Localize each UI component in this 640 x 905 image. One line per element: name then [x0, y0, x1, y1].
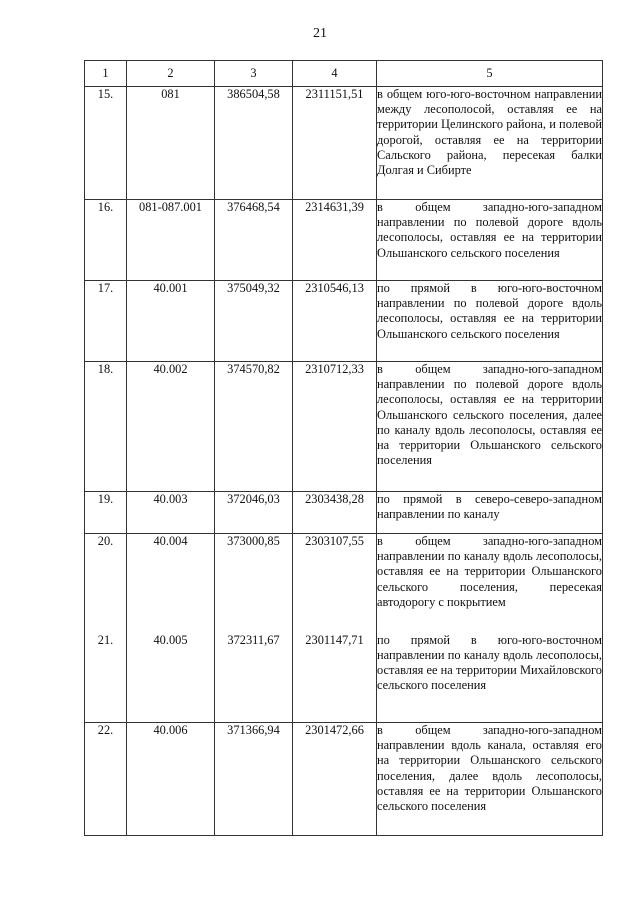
column-header-4: 4: [293, 61, 377, 87]
route-description: в общем западно-юго-западном направлении по полевой дороге вдоль лесополосы, оставляя ее на территории Ольшанского сельского поселения, далее по каналу вдоль лесополосы, оставляя ее на территории Ольшанского сельского поселения: [377, 362, 603, 492]
column-header-2: 2: [127, 61, 215, 87]
coordinate-y: 2303438,28: [293, 492, 377, 534]
coordinate-y: 2301147,71: [293, 633, 377, 723]
table-row: [85, 281, 603, 362]
coordinate-y: 2310712,33: [293, 362, 377, 492]
coordinate-y: 2301472,66: [293, 723, 377, 836]
column-header-3: 3: [215, 61, 293, 87]
table-row: [85, 534, 603, 633]
point-id: 40.006: [127, 723, 215, 836]
table-header-row: [85, 61, 603, 87]
point-id: 40.005: [127, 633, 215, 723]
coordinate-x: 373000,85: [215, 534, 293, 633]
route-description: в общем западно-юго-западном направлении вдоль канала, оставляя его на территории Ольшанского сельского поселения, далее вдоль лесополосы, оставляя ее на территории Ольшанского сельского поселения: [377, 723, 603, 836]
row-number: 16.: [85, 200, 127, 281]
point-id: 081: [127, 87, 215, 200]
coordinate-y: 2303107,55: [293, 534, 377, 633]
coordinate-x: 372311,67: [215, 633, 293, 723]
boundary-description-table: [84, 60, 603, 836]
coordinate-y: 2310546,13: [293, 281, 377, 362]
row-number: 17.: [85, 281, 127, 362]
coordinate-x: 375049,32: [215, 281, 293, 362]
row-number: 22.: [85, 723, 127, 836]
row-number: 15.: [85, 87, 127, 200]
table-row: [85, 492, 603, 534]
coordinate-x: 371366,94: [215, 723, 293, 836]
route-description: в общем западно-юго-западном направлении по полевой дороге вдоль лесополосы, оставляя ее на территории Ольшанского сельского поселения: [377, 200, 603, 281]
table-row: [85, 633, 603, 723]
route-description: в общем западно-юго-западном направлении по каналу вдоль лесополосы, оставляя ее на территории Ольшанского сельского поселения, пересекая автодорогу с покрытием: [377, 534, 603, 633]
table-row: [85, 200, 603, 281]
row-number: 21.: [85, 633, 127, 723]
coordinate-y: 2314631,39: [293, 200, 377, 281]
point-id: 40.004: [127, 534, 215, 633]
coordinate-y: 2311151,51: [293, 87, 377, 200]
page-number: 21: [313, 26, 327, 41]
route-description: по прямой в северо-северо-западном направлении по каналу: [377, 492, 603, 534]
point-id: 081-087.001: [127, 200, 215, 281]
coordinate-x: 374570,82: [215, 362, 293, 492]
row-number: 19.: [85, 492, 127, 534]
column-header-5: 5: [377, 61, 603, 87]
table-row: [85, 87, 603, 200]
row-number: 20.: [85, 534, 127, 633]
point-id: 40.002: [127, 362, 215, 492]
route-description: по прямой в юго-юго-восточном направлении по каналу вдоль лесополосы, оставляя ее на территории Михайловского сельского поселения: [377, 633, 603, 723]
route-description: по прямой в юго-юго-восточном направлении по полевой дороге вдоль лесополосы, оставляя ее на территории Ольшанского сельского поселения: [377, 281, 603, 362]
coordinate-x: 386504,58: [215, 87, 293, 200]
route-description: в общем юго-юго-восточном направлении между лесополосой, оставляя ее на территории Целинского района, и полевой дорогой, оставляя ее на территории Сальского района, пересекая балки Долгая и Сибирте: [377, 87, 603, 200]
coordinate-x: 372046,03: [215, 492, 293, 534]
table-row: [85, 362, 603, 492]
column-header-1: 1: [85, 61, 127, 87]
point-id: 40.001: [127, 281, 215, 362]
row-number: 18.: [85, 362, 127, 492]
point-id: 40.003: [127, 492, 215, 534]
table-row: [85, 723, 603, 836]
coordinate-x: 376468,54: [215, 200, 293, 281]
